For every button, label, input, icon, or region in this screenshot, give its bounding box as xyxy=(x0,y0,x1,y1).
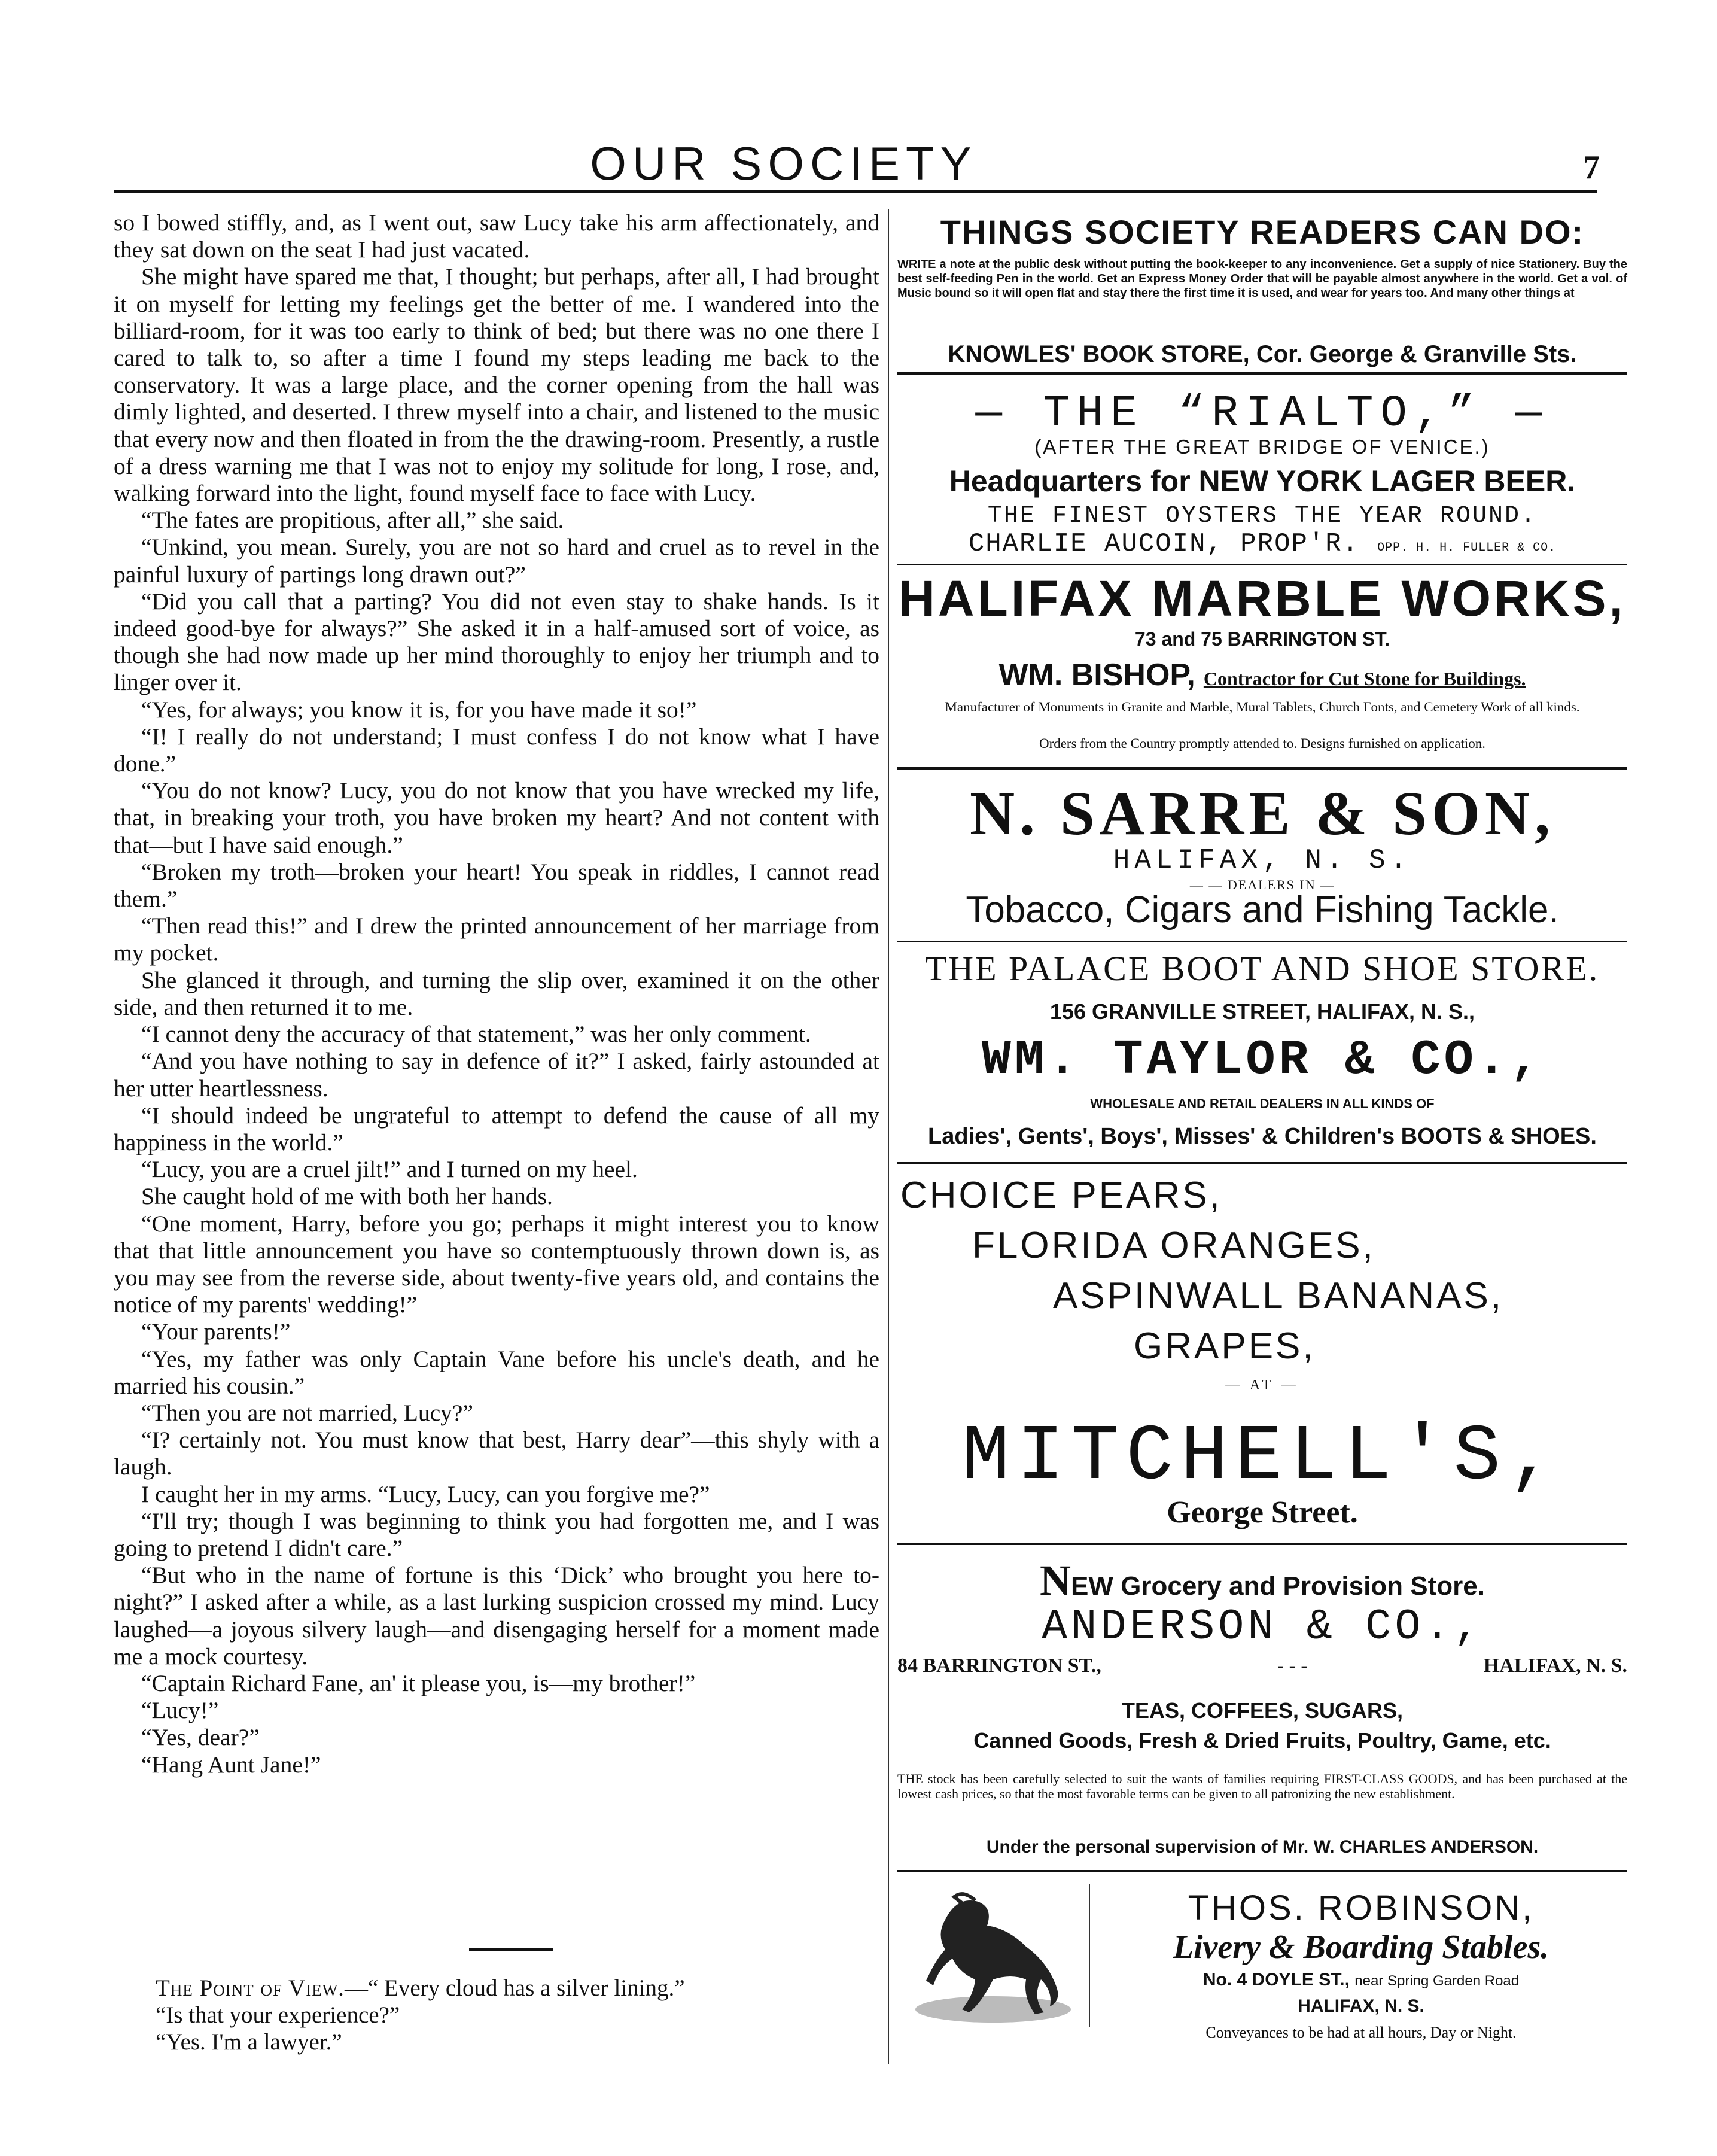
story-end-rule xyxy=(469,1948,553,1951)
story-paragraph: “Hang Aunt Jane!” xyxy=(141,1751,321,1778)
taylor-ad-wholesale: WHOLESALE AND RETAIL DEALERS IN ALL KINDS OF xyxy=(1090,1096,1435,1111)
fruit-line-grapes: GRAPES, xyxy=(1134,1325,1316,1367)
story-paragraph: She glanced it through, and turning the slip over, examined it on the other side, and then returned it to me. xyxy=(114,966,879,1020)
story-paragraph: “Did you call that a parting? You did not even stay to shake hands. Is it indeed good-bye for always?” She asked it in a half-amused sort of voice, as though she had now made up her mind thoroughly to enjoy her triumph and to linger over it. xyxy=(114,588,879,696)
point-of-view-anecdote xyxy=(156,1975,861,2055)
story-paragraph: “Yes, for always; you know it is, for you have made it so!” xyxy=(141,696,697,723)
fruit-line-pears: CHOICE PEARS, xyxy=(900,1175,1222,1216)
knowles-ad-body: WRITE a note at the public desk without putting the book-keeper to any inconvenience. Get a supply of nice Stationery. Buy the best self-feeding Pen in the world. Get an Express Money Order that will be payable almost anywhere in the world. Get a vol. of Music bound so it will open flat and stay there the first time it is used, and wear for years too. And many other things at xyxy=(897,258,1627,300)
sarre-ad-title: N. SARRE & SON, xyxy=(969,779,1555,848)
knowles-ad-signature: KNOWLES' BOOK STORE, Cor. George & Granville Sts. xyxy=(948,341,1577,367)
robinson-ad-city: HALIFAX, N. S. xyxy=(1298,1996,1424,2016)
robinson-near: near Spring Garden Road xyxy=(1354,1973,1520,1989)
story-paragraph: “Unkind, you mean. Surely, you are not so hard and cruel as to revel in the painful luxury of partings long drawn out?” xyxy=(114,534,879,588)
mitchell-ad-street: George Street. xyxy=(1167,1495,1358,1529)
anderson-ad-heading xyxy=(897,1556,1627,1605)
ad-separator xyxy=(897,1543,1627,1545)
story-column xyxy=(114,209,879,1778)
palace-store-address: 156 GRANVILLE STREET, HALIFAX, N. S., xyxy=(1049,999,1475,1024)
marble-ad-address: 73 and 75 BARRINGTON ST. xyxy=(1134,628,1390,650)
story-paragraph: “Lucy, you are a cruel jilt!” and I turned on my heel. xyxy=(141,1156,638,1183)
story-paragraph: “But who in the name of fortune is this ‘Dick’ who brought you here to-night?” I asked after a while, as a last lurking suspicion crossed my mind. Lucy laughed—a joyous silvery laugh—and disengaging herself for a moment made me a mock courtesy. xyxy=(114,1562,879,1670)
rialto-ad-headline: Headquarters for NEW YORK LAGER BEER. xyxy=(949,464,1576,498)
story-paragraph: She caught hold of me with both her hands. xyxy=(141,1183,553,1210)
anderson-ad-stock: THE stock has been carefully selected to suit the wants of families requiring FIRST-CLASS GOODS, and has been purchased at the lowest cash prices, so that the most favorable terms can be given to all patronizing the new establishment. xyxy=(897,1771,1627,1801)
ad-separator xyxy=(897,1162,1627,1164)
anderson-city: HALIFAX, N. S. xyxy=(1483,1655,1627,1677)
mitchell-ad-name: MITCHELL'S, xyxy=(962,1412,1563,1502)
story-paragraph: so I bowed stiffly, and, as I went out, saw Lucy take his arm affectionately, and they sat down on the seat I had just vacated. xyxy=(114,209,879,263)
anderson-ad-address xyxy=(897,1655,1627,1677)
story-paragraph: “One moment, Harry, before you go; perhaps it might interest you to know that that little announcement you have so contemptuously thrown down is, as you may see from the reverse side, about twenty-five years old, and contains the notice of my parents' wedding!” xyxy=(114,1210,879,1318)
anderson-heading-initial: N xyxy=(1040,1556,1071,1604)
page-number: 7 xyxy=(1583,149,1600,186)
story-paragraph: “Then you are not married, Lucy?” xyxy=(141,1399,473,1426)
header-rule xyxy=(114,190,1597,193)
sarre-ad-city: HALIFAX, N. S. xyxy=(1113,845,1412,876)
ad-separator xyxy=(897,1870,1627,1872)
anderson-ad-supervision: Under the personal supervision of Mr. W. CHARLES ANDERSON. xyxy=(986,1837,1539,1857)
taylor-ad-name: WM. TAYLOR & CO., xyxy=(981,1032,1544,1088)
marble-ad-owner xyxy=(897,657,1627,693)
story-paragraph: “Captain Richard Fane, an' it please you, is—my brother!” xyxy=(141,1670,696,1696)
pov-line: “Is that your experience?” xyxy=(156,2002,400,2028)
story-paragraph: “Lucy!” xyxy=(141,1697,219,1724)
rialto-ad-subtitle: (AFTER THE GREAT BRIDGE OF VENICE.) xyxy=(1034,436,1490,458)
mitchell-ad-at: — AT — xyxy=(1225,1377,1299,1393)
horse-illustration xyxy=(903,1884,1083,2027)
story-paragraph: “I? certainly not. You must know that best, Harry dear”—this shyly with a laugh. xyxy=(114,1427,879,1480)
story-paragraph: “Your parents!” xyxy=(141,1318,291,1345)
rialto-ad-oysters: THE FINEST OYSTERS THE YEAR ROUND. xyxy=(987,503,1538,530)
story-paragraph: “Then read this!” and I drew the printed announcement of her marriage from my pocket. xyxy=(114,913,879,966)
pov-line: “Yes. I'm a lawyer.” xyxy=(156,2029,342,2055)
rialto-proprietor-name: CHARLIE AUCOIN, PROP'R. xyxy=(968,529,1360,559)
story-paragraph: “You do not know? Lucy, you do not know that you have wrecked my life, that, in breaking your troth, you have broken my heart? And not content with that—but I have said enough.” xyxy=(114,777,879,858)
story-paragraph: I caught her in my arms. “Lucy, Lucy, can you forgive me?” xyxy=(141,1480,710,1507)
pov-title: The Point of View. xyxy=(156,1975,345,2001)
anderson-heading-rest: EW Grocery and Provision Store. xyxy=(1071,1571,1485,1601)
robinson-ad-title: THOS. ROBINSON, xyxy=(1188,1889,1535,1927)
anderson-ad-goods1: TEAS, COFFEES, SUGARS, xyxy=(1121,1698,1404,1723)
palace-store-title: THE PALACE BOOT AND SHOE STORE. xyxy=(925,949,1600,988)
robinson-street: No. 4 DOYLE ST., xyxy=(1202,1970,1350,1990)
rialto-ad-title: — THE “RIALTO,” — xyxy=(975,389,1549,439)
rialto-opposite: OPP. H. H. FULLER & CO. xyxy=(1377,541,1557,555)
marble-ad-orders: Orders from the Country promptly attended to. Designs furnished on application. xyxy=(1039,736,1486,751)
story-paragraph: “And you have nothing to say in defence of it?” I asked, fairly astounded at her utter heartlessness. xyxy=(114,1048,879,1102)
story-paragraph: “I'll try; though I was beginning to think you had forgotten me, and I was going to pretend I didn't care.” xyxy=(114,1507,879,1561)
marble-ad-title: HALIFAX MARBLE WORKS, xyxy=(899,570,1626,627)
anderson-dashes: - - - xyxy=(1277,1655,1308,1677)
ad-separator xyxy=(897,767,1627,770)
robinson-divider xyxy=(1089,1884,1090,2027)
anderson-street: 84 BARRINGTON ST., xyxy=(897,1655,1101,1677)
anderson-ad-name: ANDERSON & CO., xyxy=(1041,1602,1484,1652)
robinson-ad-conveyances: Conveyances to be had at all hours, Day or Night. xyxy=(1205,2024,1517,2041)
story-paragraph: She might have spared me that, I thought; but perhaps, after all, I had brought it on myself for letting my feelings get the better of me. I wandered into the billiard-room, for it was too early to think of bed; but there was no one there I cared to talk to, so after a time I found my steps leading me back to the conservatory. It was a large place, and the corner opening from the hall was dimly lighted, and deserted. I threw myself into a chair, and listened to the music that every now and then floated in from the the drawing-room. Presently, a rustle of a dress warning me that I was not to enjoy my solitude for long, I rose, and, walking forward into the light, found myself face to face with Lucy. xyxy=(114,263,879,507)
fruit-line-oranges: FLORIDA ORANGES, xyxy=(972,1225,1375,1266)
robinson-ad-line: Livery & Boarding Stables. xyxy=(1173,1929,1549,1966)
story-paragraph: “Broken my troth—broken your heart! You speak in riddles, I cannot read them.” xyxy=(114,858,879,913)
story-paragraph: “I cannot deny the accuracy of that statement,” was her only comment. xyxy=(141,1021,811,1048)
fruit-line-bananas: ASPINWALL BANANAS, xyxy=(1053,1275,1504,1316)
masthead-title: OUR SOCIETY xyxy=(590,137,978,190)
knowles-ad-title: THINGS SOCIETY READERS CAN DO: xyxy=(940,213,1585,251)
ad-separator xyxy=(897,564,1627,565)
rialto-ad-proprietor xyxy=(897,529,1627,559)
horse-ground-shadow xyxy=(915,1996,1071,2023)
marble-ad-manufacturer: Manufacturer of Monuments in Granite and Marble, Mural Tablets, Church Fonts, and Cemetery Work of all kinds. xyxy=(945,700,1580,714)
ad-separator xyxy=(897,372,1627,375)
story-paragraph: “Yes, dear?” xyxy=(141,1724,260,1751)
anderson-ad-goods2: Canned Goods, Fresh & Dried Fruits, Poultry, Game, etc. xyxy=(973,1728,1551,1753)
sarre-ad-dealers: — — DEALERS IN — xyxy=(1189,877,1335,892)
pov-line: —“ Every cloud has a silver lining.” xyxy=(344,1975,685,2001)
ad-separator xyxy=(897,941,1627,942)
column-divider xyxy=(888,209,889,2064)
story-paragraph: “I! I really do not understand; I must confess I do not know what I have done.” xyxy=(114,723,879,777)
taylor-ad-line: Ladies', Gents', Boys', Misses' & Children's BOOTS & SHOES. xyxy=(928,1124,1597,1149)
story-paragraph: “Yes, my father was only Captain Vane before his uncle's death, and he married his cousin.” xyxy=(114,1345,879,1399)
story-paragraph: “I should indeed be ungrateful to attempt to defend the cause of all my happiness in the world.” xyxy=(114,1102,879,1155)
sarre-ad-line: Tobacco, Cigars and Fishing Tackle. xyxy=(966,889,1559,930)
robinson-ad-address xyxy=(1098,1970,1624,1990)
marble-contractor: Contractor for Cut Stone for Buildings. xyxy=(1203,668,1526,689)
story-paragraph: “The fates are propitious, after all,” she said. xyxy=(141,507,564,534)
marble-owner-name: WM. BISHOP, xyxy=(998,658,1195,692)
